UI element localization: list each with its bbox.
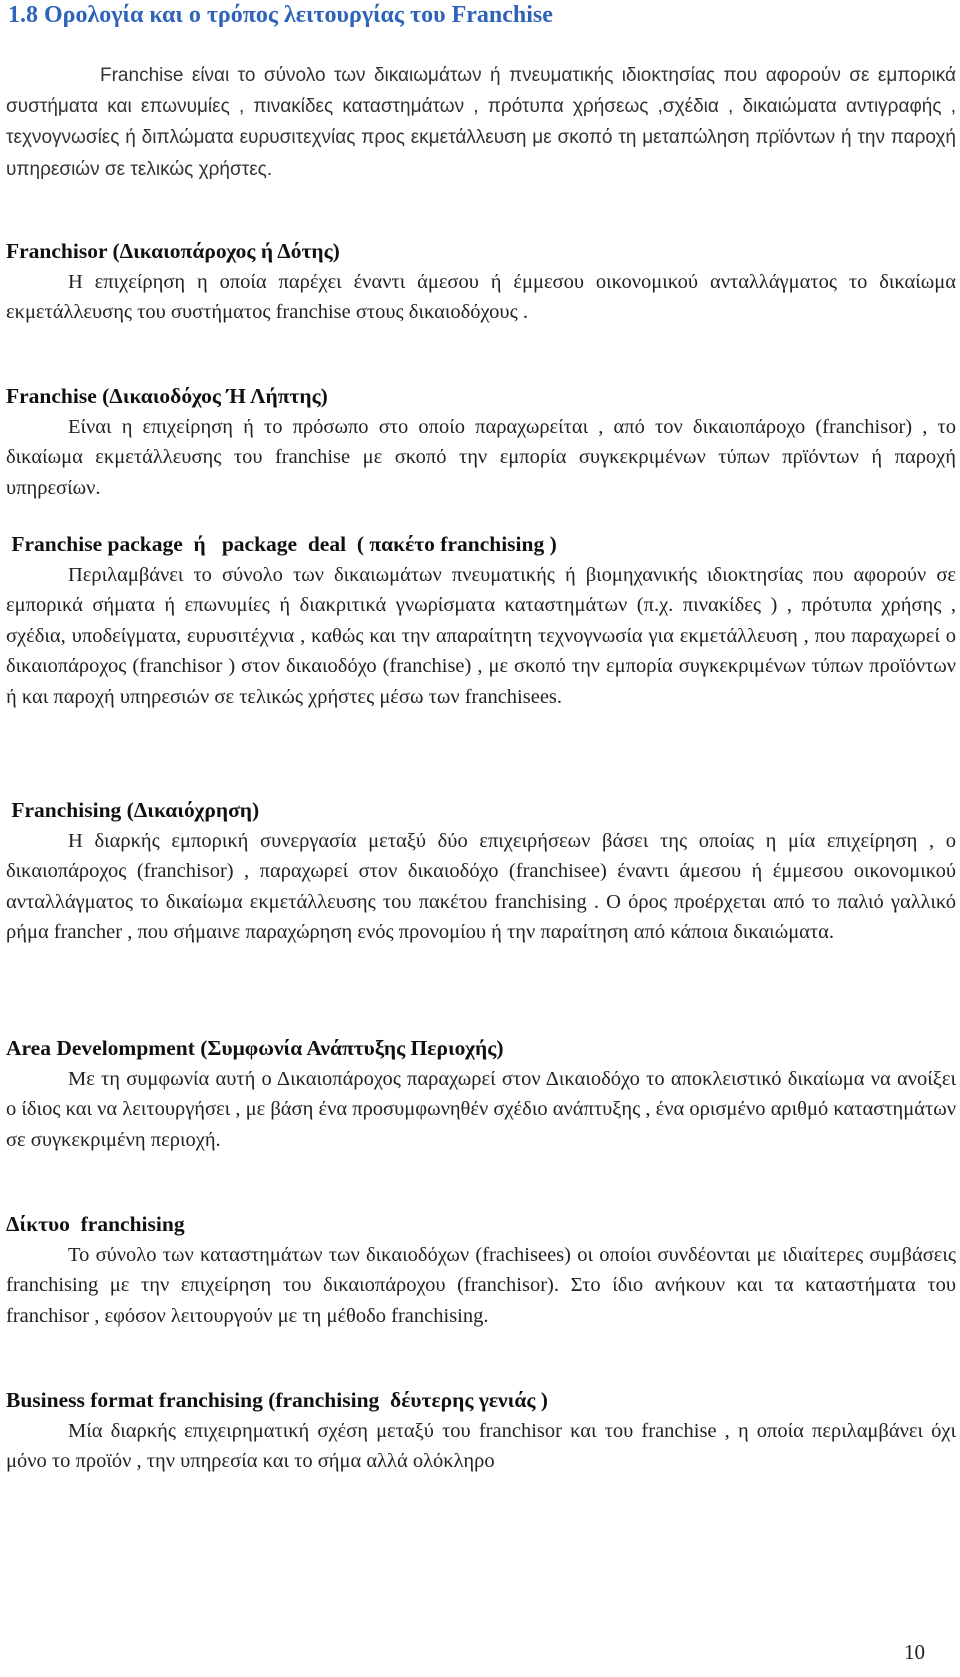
page-number: 10 (904, 1640, 925, 1664)
term-franchising (6, 795, 956, 948)
term-definition: Με τη συμφωνία αυτή ο Δικαιοπάροχος παραχωρεί στον Δικαιοδόχο το αποκλειστικό δικαίωμα να ανοίξει ο ίδιος και να λειτουργήσει , με βάση ένα προσυμφωνηθέν σχέδιο ανάπτυξης , ένα ορισμένο αριθμό καταστημάτων σε συγκεκριμένη περιοχή. (6, 1068, 956, 1151)
term-title: Δίκτυο franchising (6, 1212, 185, 1236)
term-title: Franchise package ή package deal ( πακέτο franchising ) (6, 532, 557, 556)
term-definition: Η επιχείρηση η οποία παρέχει έναντι άμεσου ή έμμεσου οικονομικού ανταλλάγματος το δικαίωμα εκμετάλλευσης του συστήματος franchise στους δικαιοδόχους . (6, 271, 956, 324)
term-title: Business format franchising (franchising δέυτερης γενιάς ) (6, 1388, 548, 1412)
intro-paragraph: Franchise είναι το σύνολο των δικαιωμάτων ή πνευματικής ιδιοκτησίας που αφορούν σε εμπορικά συστήματα και επωνυμίες , πινακίδες καταστημάτων , πρότυπα χρήσεως ,σχέδια , δικαιώματα αντιγραφής , τεχνογνωσίες ή διπλώματα ευρυσιτεχνίας προς εκμετάλλευση με σκοπό τη μεταπώληση πρϊόντων ή την παροχή υπηρεσιών σε τελικώς χρήστες. (6, 65, 956, 180)
term-definition: Περιλαμβάνει το σύνολο των δικαιωμάτων πνευματικής ή βιομηχανικής ιδιοκτησίας που αφορούν σε εμπορικά σήματα ή επωνυμίες ή διακριτικά γνωρίσματα καταστημάτων (π.χ. πινακίδες ) , πρότυπα χρήσης , σχέδια, υποδείγματα, ευρυσιτέχνια , καθώς και την απαραίτητη τεχνογνωσία για εκμετάλλευση , που παραχωρεί ο δικαιοπάροχος (franchisor ) στον δικαιοδόχο (franchise) , με σκοπό την εμπορία συγκεκριμένων τύπων προϊόντων ή και παροχή υπηρεσιών σε τελικώς χρήστες μέσω των franchisees. (6, 564, 956, 708)
term-definition: Το σύνολο των καταστημάτων των δικαιοδόχων (frachisees) οι οποίοι συνδέονται με ιδιαίτερες συμβάσεις franchising με την επιχείρηση του δικαιοπάροχου (franchisor). Στο ίδιο ανήκουν και τα καταστήματα του franchisor , εφόσον λειτουργούν με τη μέθοδο franchising. (6, 1244, 956, 1327)
section-heading: 1.8 Ορολογία και ο τρόπος λειτουργίας του Franchise (8, 2, 553, 28)
term-franchise-package (6, 529, 956, 712)
term-title: Franchisor (Δικαιοπάροχος ή Δότης) (6, 239, 340, 263)
term-title: Franchising (Δικαιόχρηση) (6, 798, 260, 822)
term-definition: Είναι η επιχείρηση ή το πρόσωπο στο οποίο παραχωρείται , από τον δικαιοπάροχο (franchisor) , το δικαίωμα εκμετάλλευσης του franchise με σκοπό την εμπορία συγκεκριμένων τύπων πρϊόντων ή παροχή υπηρεσίων. (6, 416, 956, 499)
term-title: Area Develompment (Συμφωνία Ανάπτυξης Περιοχής) (6, 1036, 504, 1060)
term-business-format-franchising (6, 1385, 956, 1477)
term-franchising-network (6, 1209, 956, 1331)
term-area-development (6, 1033, 956, 1155)
term-definition: Η διαρκής εμπορική συνεργασία μεταξύ δύο επιχειρήσεων βάσει της οποίας η μία επιχείρηση , ο δικαιοπάροχος (franchisor) , παραχωρεί στον δικαιοδόχο (franchisee) έναντι άμεσου ή έμμεσου οικονομικού ανταλλάγματος το δικαίωμα εκμετάλλευσης του πακέτου franchising . Ο όρος προέρχεται από το παλιό γαλλικό ρήμα francher , που σήμαινε παραχώρηση ενός προνομίου ή την παραίτηση από κάποια δικαιώματα. (6, 830, 956, 944)
term-franchise (6, 381, 956, 503)
term-definition: Μία διαρκής επιχειρηματική σχέση μεταξύ του franchisor και του franchise , η οποία περιλαμβάνει όχι μόνο το προϊόν , την υπηρεσία και το σήμα αλλά ολόκληρο (6, 1420, 956, 1473)
term-franchisor (6, 236, 956, 328)
term-title: Franchise (Δικαιοδόχος Ή Λήπτης) (6, 384, 328, 408)
